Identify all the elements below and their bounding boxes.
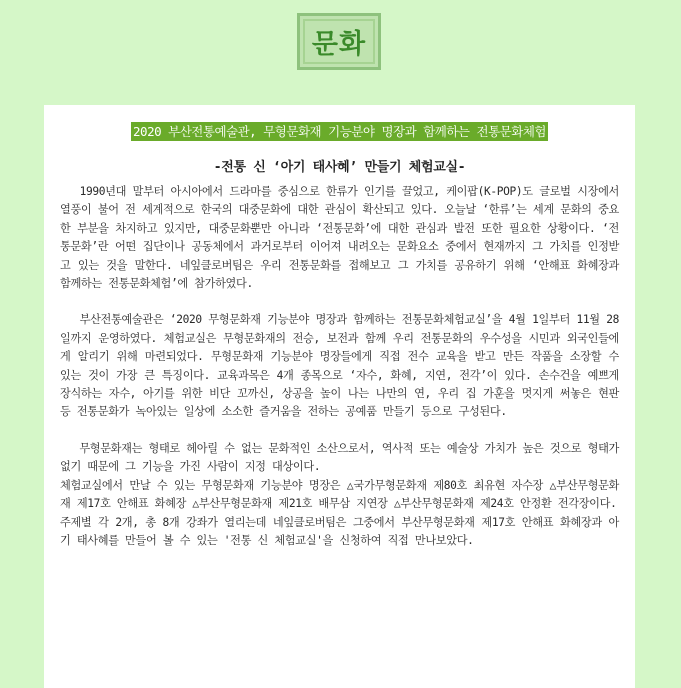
article-paragraph: 부산전통예술관은 ‘2020 무형문화재 기능분야 명장과 함께하는 전통문화체험교실’을 4월 1일부터 11월 28일까지 운영하였다. 체험교실은 무형문화재의 전승, 보전과 함께 우리 전통문화의 우수성을 시민과 외국인들에게 알리기 위해 마련되었다. 무형문화재 기능분야 명장들에게 직접 전수 교육을 받고 만든 작품을 소장할 수 있는 것이 가장 큰 특징이다. 교육과목은 4개 종목으로 ‘자수, 화혜, 지연, 전각’이 있다. 손수건을 예쁘게 장식하는 자수, 아기를 위한 비단 꼬까신, 상공을 높이 나는 나만의 연, 우리 집 가훈을 멋지게 써놓은 현판 등 전통문화가 녹아있는 일상에 소소한 즐거움을 전하는 공예품 만들기 등으로 구성된다. [60,313,626,419]
article-paragraph: 체험교실에서 만날 수 있는 무형문화재 기능분야 명장은 △국가무형문화재 제80호 최유현 자수장 △부산무형문화재 제17호 안해표 화혜장 △부산무형문화재 제21호 배무삼 지연장 △부산무형문화재 제24호 안정환 전각장이다. [60,478,619,511]
culture-logo [297,13,381,70]
article-paragraph: 무형문화재는 형태로 헤아릴 수 없는 문화적인 소산으로서, 역사적 또는 예술상 가치가 높은 것으로 형태가 없기 때문에 그 기능을 가진 사람이 지정 대상이다. [60,441,626,474]
headline-row [44,121,635,143]
paragraph-gap [60,422,619,440]
article-panel [44,105,635,688]
article-subtitle: -전통 신 ‘아기 태사혜’ 만들기 체험교실- [213,160,466,175]
culture-logo-frame [303,19,375,64]
article-paragraph: 1990년대 말부터 아시아에서 드라마를 중심으로 한류가 인기를 끌었고, 케이팝(K-POP)도 글로벌 시장에서 열풍이 불어 전 세계적으로 한국의 대중문화에 대한 관심이 확산되고 있다. 오늘날 ‘한류’는 세계 문화의 중요한 부분을 차지하고 있지만, 대중문화뿐만 아니라 ‘전통문화’에 대한 관심과 발전 또한 필요한 상황이다. ‘전통문화’란 어떤 집단이나 공동체에서 과거로부터 이어져 내려오는 문화요소 중에서 현재까지 그 가치를 인정받고 있는 것을 말한다. 네잎클로버팀은 우리 전통문화를 접해보고 그 가치를 공유하기 위해 ‘안해표 화혜장과 함께하는 전통문화체험’에 참가하였다. [60,185,626,291]
article-headline: 2020 부산전통예술관, 무형문화재 기능분야 명장과 함께하는 전통문화체험 [133,124,546,139]
article-paragraph: 주제별 각 2개, 총 8개 강좌가 열리는데 네잎클로버팀은 그중에서 부산무형문화재 제17호 안해표 화혜장과 아기 태사혜를 만들어 볼 수 있는 '전통 신 체험교실'을 신청하여 직접 만나보았다. [60,515,619,547]
paragraph-gap [60,293,619,311]
culture-logo-text: 문화 [311,29,367,60]
article-body [60,183,626,550]
